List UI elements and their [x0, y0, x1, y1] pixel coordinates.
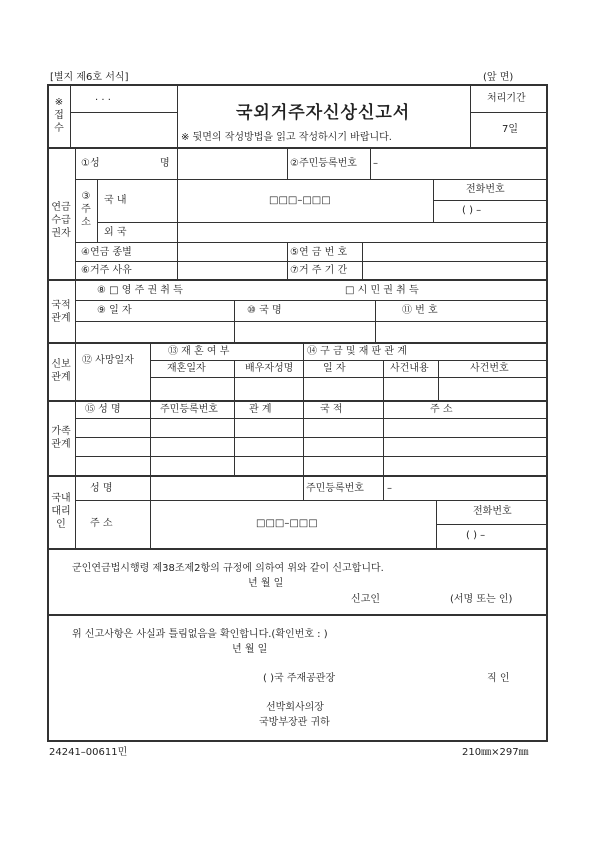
pension-number-label: ⑤연 금 번 호	[290, 247, 348, 258]
recipient-section-label: 연금 수급 권자	[51, 202, 71, 239]
nationality-number-label: ⑪ 번 호	[402, 305, 438, 316]
recipient-rrn-label: ②주민등록번호	[290, 158, 357, 169]
abroad-address-label: 외 국	[104, 227, 127, 238]
family-rrn-label: 주민등록번호	[160, 404, 218, 415]
residence-reason-label: ⑥거주 사유	[81, 265, 132, 276]
form-number: [별지 제6호 서식]	[50, 72, 129, 83]
remarriage-label: ⑬ 재 혼 여 부	[168, 346, 230, 357]
signature-label: (서명 또는 인)	[450, 594, 513, 605]
form-code: 24241–00611민	[49, 747, 128, 758]
agent-name-label: 성 명	[90, 483, 113, 494]
receipt-label: ※ 접 수	[54, 97, 64, 134]
form-title: 국외거주자신상신고서	[236, 103, 411, 123]
official-seal-label: 직 인	[487, 673, 510, 684]
spouse-name-label: 배우자성명	[245, 363, 294, 374]
family-address-label: 주 소	[430, 404, 453, 415]
case-number-label: 사건번호	[470, 363, 509, 374]
consul-label: ( )국 주재공관장	[263, 673, 336, 684]
declaration-date: 년 월 일	[248, 578, 284, 589]
detention-date-label: 일 자	[323, 363, 346, 374]
addressee-1: 선박회사의장	[266, 702, 324, 713]
domestic-address-label: 국 내	[104, 195, 127, 206]
agent-postcode: □□□–□□□	[256, 518, 318, 529]
notice-text: ※ 뒷면의 작성방법을 읽고 작성하시기 바랍니다.	[181, 132, 392, 143]
frame-top	[47, 84, 548, 86]
citizenship-option: □ 시 민 권 취 득	[345, 285, 419, 296]
frame-left	[47, 84, 49, 741]
family-name-label: ⑮ 성 명	[85, 404, 121, 415]
agent-address-label: 주 소	[90, 518, 113, 529]
receipt-date: · · ·	[95, 95, 111, 106]
agent-phone-label: 전화번호	[473, 506, 512, 517]
processing-period-value: 7일	[502, 124, 519, 135]
family-section-label: 가족 관계	[51, 426, 71, 450]
reporter-label: 신고인	[351, 594, 380, 605]
nationality-country-label: ⑩ 국 명	[247, 305, 282, 316]
declaration-text: 군인연금법시행령 제38조제2항의 규정에 의하여 위와 같이 신고합니다.	[72, 563, 384, 574]
recipient-name-label-2: 명	[160, 158, 170, 169]
recipient-rrn-dash: –	[373, 158, 378, 169]
permanent-residence-option: ⑧ □ 영 주 권 취 득	[97, 285, 183, 296]
family-nationality-label: 국 적	[320, 404, 343, 415]
confirmation-text: 위 신고사항은 사실과 틀림없음을 확인합니다.(확인번호 : )	[72, 629, 328, 640]
nationality-date-label: ⑨ 일 자	[97, 305, 132, 316]
case-content-label: 사건내용	[390, 363, 429, 374]
death-date-label: ⑫ 사망일자	[82, 355, 134, 366]
family-relation-label: 관 계	[249, 404, 272, 415]
confirmation-date: 년 월 일	[232, 644, 268, 655]
recipient-name-label: ①성	[81, 158, 100, 169]
address-label: ③ 주 소	[81, 191, 91, 228]
nationality-section-label: 국적 관계	[51, 300, 71, 324]
phone-value: ( ) –	[462, 205, 482, 216]
pension-type-label: ④연금 종별	[81, 247, 132, 258]
agent-section-label: 국내 대리 인	[51, 493, 71, 530]
domestic-postcode: □□□–□□□	[269, 195, 331, 206]
agent-rrn-dash: –	[387, 483, 392, 494]
detention-label: ⑭ 구 금 및 재 판 관 계	[307, 346, 407, 357]
agent-rrn-label: 주민등록번호	[306, 483, 364, 494]
paper-size: 210㎜×297㎜	[462, 747, 529, 758]
status-section-label: 신보 관계	[51, 359, 71, 383]
remarriage-date-label: 재혼일자	[167, 363, 206, 374]
addressee-2: 국방부장관 귀하	[259, 717, 330, 728]
residence-period-label: ⑦거 주 기 간	[290, 265, 348, 276]
page-side-label: (앞 면)	[483, 72, 514, 83]
frame-right	[546, 84, 548, 741]
phone-label: 전화번호	[466, 184, 505, 195]
agent-phone-value: ( ) –	[466, 530, 486, 541]
processing-period-label: 처리기간	[487, 93, 526, 104]
frame-bottom	[47, 740, 548, 742]
